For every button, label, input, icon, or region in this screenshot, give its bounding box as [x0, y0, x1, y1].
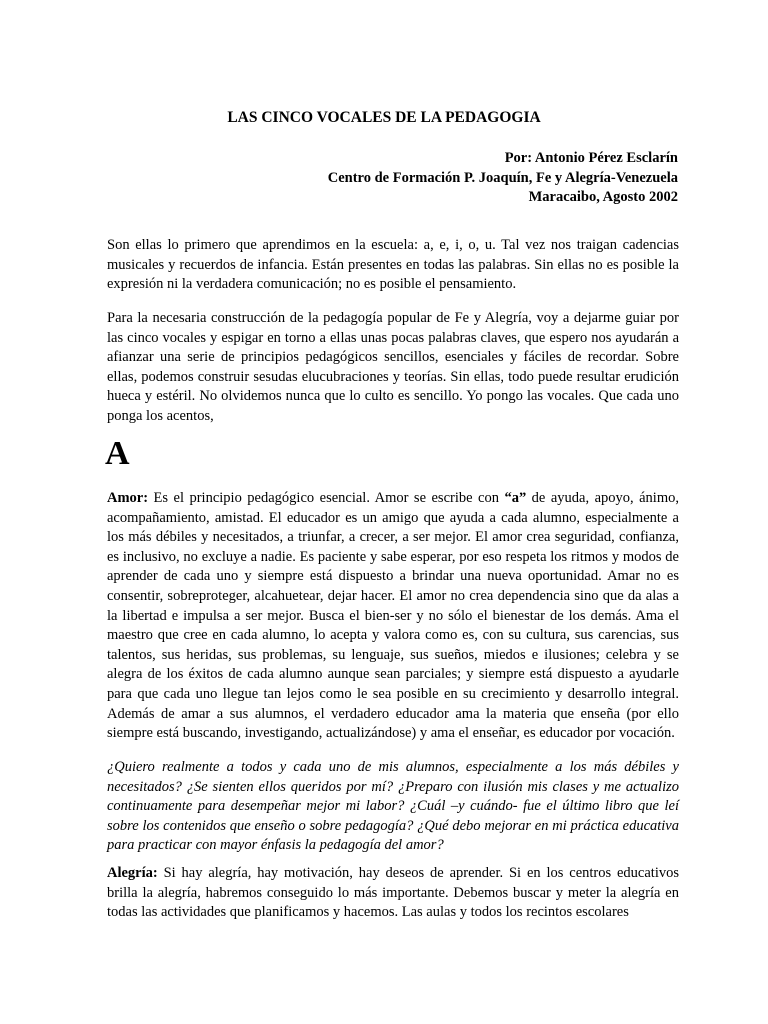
- alegria-paragraph: [107, 864, 679, 923]
- amor-quoted-letter: “a”: [504, 490, 527, 506]
- amor-term: Amor:: [107, 490, 149, 506]
- amor-text-1: Es el principio pedagógico esencial. Amor se escribe con: [148, 490, 505, 506]
- document-title: LAS CINCO VOCALES DE LA PEDAGOGIA: [227, 109, 541, 126]
- amor-text-2: de ayuda, apoyo, ánimo, acompañamiento, amistad. El educador es un amigo que ayuda a cada alumno, especialmente a los más débiles y necesitados, a triunfar, a crecer, a ser mejor. El amor crea seguridad, confianza, es inclusivo, no excluye a nadie. Es paciente y sabe esperar, por eso respeta los ritmos y modos de aprender de cada uno y siempre está dispuesto a brindar una nueva oportunidad. Amar no es consentir, sobreproteger, alcahuetear, dejar hacer. El amor no crea dependencia sino que da alas a la libertad e impulsa a ser mejor. Busca el bien-ser y no sólo el bienestar de los demás. Ama el maestro que cree en cada alumno, lo acepta y valora como es, con su cultura, sus carencias, sus talentos, sus heridas, sus problemas, su lenguaje, sus sueños, miedos e ilusiones; celebra y se alegra de los éxitos de cada alumno aunque sean parciales; y siempre está dispuesto a ayudarle para que cada uno llegue tan lejos como le sea posible en su crecimiento y desarrollo integral. Además de amar a sus alumnos, el verdadero educador ama la materia que enseña (por ello siempre está buscando, investigando, actualizándose) y ama el enseñar, es educador por vocación.: [107, 490, 679, 742]
- amor-paragraph: [107, 489, 679, 744]
- byline-author: Por: Antonio Pérez Esclarín: [504, 150, 678, 166]
- byline-place-date: Maracaibo, Agosto 2002: [528, 189, 678, 205]
- amor-questions: ¿Quiero realmente a todos y cada uno de mis alumnos, especialmente a los más débiles y necesitados? ¿Se sienten ellos queridos por mí? ¿Preparo con ilusión mis clases y me actualizo continuamente para desempeñar mejor mi labor? ¿Cuál –y cuándo- fue el último libro que leí sobre los contenidos que enseño o sobre pedagogía? ¿Qué debo mejorar en mi práctica educativa para practicar con mayor énfasis la pedagogía del amor?: [107, 759, 679, 854]
- alegria-text: Si hay alegría, hay motivación, hay deseos de aprender. Si en los centros educativos brilla la alegría, habremos conseguido lo más importante. Debemos buscar y meter la alegría en todas las actividades que planificamos y hacemos. Las aulas y todos los recintos escolares: [107, 865, 679, 921]
- alegria-term: Alegría:: [107, 865, 158, 881]
- byline: [328, 149, 678, 208]
- second-paragraph: Para la necesaria construcción de la pedagogía popular de Fe y Alegría, voy a dejarme guiar por las cinco vocales y espigar en torno a ellas unas pocas palabras claves, que espero nos ayudarán a afianzar una serie de principios pedagógicos sencillos, esenciales y fáciles de recordar. Sobre ellas, podemos construir sesudas elucubraciones y teorías. Sin ellas, todo puede resultar erudición hueca y estéril. No olvidemos nunca que lo culto es sencillo. Yo pongo las vocales. Que cada uno ponga los acentos,: [107, 310, 679, 424]
- intro-paragraph: Son ellas lo primero que aprendimos en la escuela: a, e, i, o, u. Tal vez nos traigan cadencias musicales y recuerdos de infancia. Están presentes en todas las palabras. Sin ellas no es posible la expresión ni la verdadera comunicación; no es posible el pensamiento.: [107, 237, 679, 293]
- section-letter-a: A: [105, 435, 130, 472]
- byline-institution: Centro de Formación P. Joaquín, Fe y Alegría-Venezuela: [327, 169, 678, 186]
